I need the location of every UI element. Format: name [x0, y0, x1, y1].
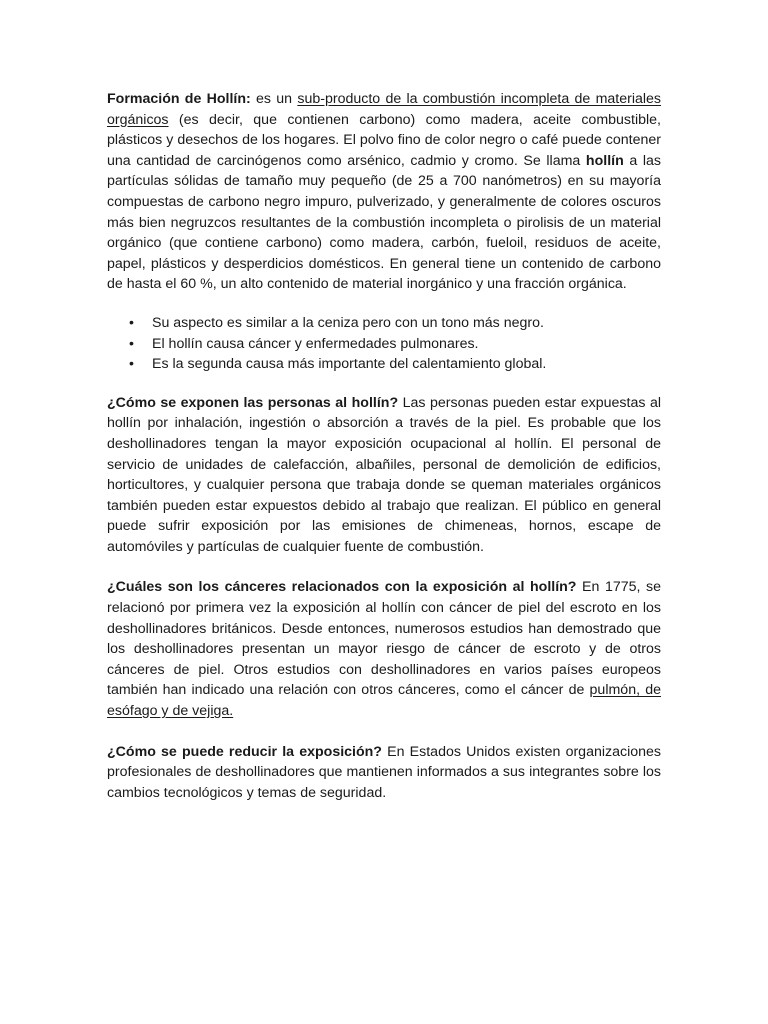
paragraph-reduce-exposure: [107, 742, 661, 804]
paragraph-cancers: [107, 577, 661, 721]
term-hollin: hollín: [585, 152, 624, 169]
link-cancer-types[interactable]: pulmón, de esófago y de vejiga.: [107, 682, 661, 720]
list-item-text: El hollín causa cáncer y enfermedades pulmonares.: [152, 335, 479, 352]
heading-cancers: ¿Cuáles son los cánceres relacionados con la exposición al hollín?: [107, 579, 577, 596]
link-subproduct[interactable]: sub-producto de la combustión incompleta de materiales orgánicos: [107, 91, 662, 128]
document-page: [107, 89, 661, 803]
list-item: [107, 313, 661, 334]
bullet-list: [107, 313, 661, 375]
bullet-icon: •: [129, 356, 134, 373]
heading-hollin-formation: Formación de Hollín:: [107, 91, 251, 107]
text: Las personas pueden estar expuestas al hollín por inhalación, ingestión o absorción a través de la piel. Es probable que los deshollinadores tengan la mayor exposición ocupacional al hollín. El personal de servicio de unidades de calefacción, albañiles, personal de demolición de edificios, horticultores, y cualquier persona que trabaja donde se queman materiales orgánicos también pueden estar expuestos debido al trabajo que realizan. El público en general puede sufrir exposición por las emisiones de chimeneas, hornos, escape de automóviles y partículas de cualquier fuente de combustión.: [107, 394, 661, 555]
list-item-text: Su aspecto es similar a la ceniza pero con un tono más negro.: [152, 314, 544, 331]
bullet-icon: •: [129, 335, 134, 352]
list-item: [107, 334, 661, 355]
text: (es decir, que contienen carbono) como madera, aceite combustible, plásticos y desechos de los hogares. El polvo fino de color negro o café puede contener una cantidad de carcinógenos como arsénico, cadmio y cromo. Se llama: [107, 111, 661, 169]
paragraph-exposure: [107, 393, 661, 558]
heading-exposure: ¿Cómo se exponen las personas al hollín?: [107, 394, 399, 411]
paragraph-hollin-formation: [107, 89, 661, 295]
text: es un: [250, 91, 298, 107]
list-item: [107, 354, 661, 375]
bullet-icon: •: [129, 314, 134, 331]
list-item-text: Es la segunda causa más importante del calentamiento global.: [152, 356, 547, 373]
text: En 1775, se relacionó por primera vez la exposición al hollín con cáncer de piel del escroto en los deshollinadores británicos. Desde entonces, numerosos estudios han demostrado que los deshollinadores presentan un mayor riesgo de cáncer de escroto y de otros cánceres de piel. Otros estudios con deshollinadores en varios países europeos también han indicado una relación con otros cánceres, como el cáncer de: [107, 579, 661, 699]
text: En Estados Unidos existen organizaciones profesionales de deshollinadores que mantienen informados a sus integrantes sobre los cambios tecnológicos y temas de seguridad.: [107, 743, 661, 801]
heading-reduce-exposure: ¿Cómo se puede reducir la exposición?: [107, 743, 382, 760]
text: a las partículas sólidas de tamaño muy pequeño (de 25 a 700 nanómetros) en su mayoría compuestas de carbono negro impuro, pulverizado, y generalmente de colores oscuros más bien negruzcos resultantes de la combustión incompleta o pirolisis de un material orgánico (que contiene carbono) como madera, carbón, fueloil, residuos de aceite, papel, plásticos y desperdicios domésticos. En general tiene un contenido de carbono de hasta el 60 %, un alto contenido de material inorgánico y una fracción orgánica.: [107, 152, 661, 293]
